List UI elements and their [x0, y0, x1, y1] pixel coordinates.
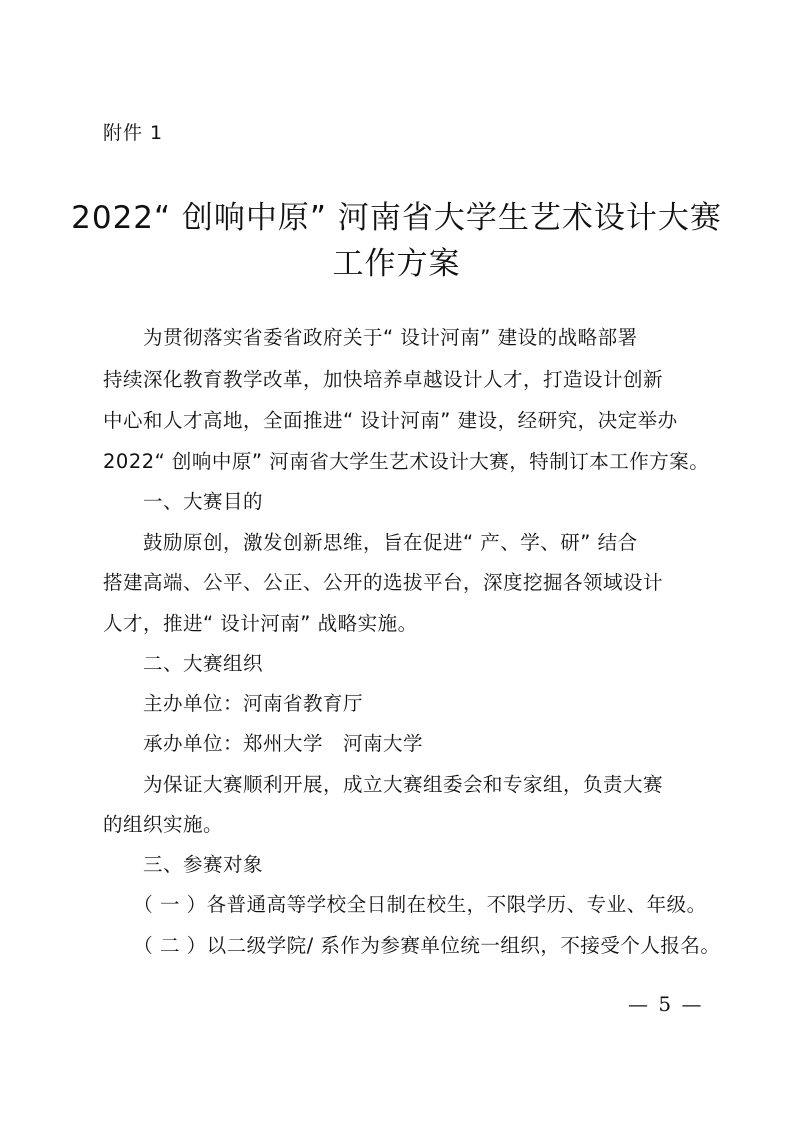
section-heading: 二、大赛组织: [103, 652, 264, 675]
body-line: 中心和人才高地，全面推进“ 设计河南” 建设，经研究，决定举办: [103, 409, 678, 432]
body-line: 主办单位：河南省教育厅: [103, 692, 364, 715]
body-line: （ 二 ）以二级学院/ 系作为参赛单位统一组织，不接受个人报名。: [103, 934, 721, 957]
document-title-line-2: 工作方案: [332, 246, 461, 282]
body-line: 鼓励原创，激发创新思维，旨在促进“ 产、学、研” 结合: [103, 531, 638, 554]
document-title-line-1: 2022“ 创响中原” 河南省大学生艺术设计大赛: [71, 200, 722, 236]
body-line: 为贯彻落实省委省政府关于“ 设计河南” 建设的战略部署: [103, 326, 638, 349]
page-number: — 5 —: [628, 992, 704, 1016]
body-line: 的组织实施。: [103, 813, 224, 836]
body-line: 承办单位：郑州大学 河南大学: [103, 732, 424, 755]
attachment-label: 附件 1: [103, 122, 164, 144]
section-heading: 一、大赛目的: [103, 490, 264, 513]
body-line: 持续深化教育教学改革，加快培养卓越设计人才，打造设计创新: [103, 368, 664, 391]
body-line: （ 一 ）各普通高等学校全日制在校生，不限学历、专业、年级。: [103, 893, 707, 916]
section-heading: 三、参赛对象: [103, 853, 264, 876]
body-line: 为保证大赛顺利开展，成立大赛组委会和专家组，负责大赛: [103, 773, 664, 796]
body-line: 搭建高端、公平、公正、公开的选拔平台，深度挖掘各领域设计: [103, 571, 664, 594]
body-line: 人才，推进“ 设计河南” 战略实施。: [103, 612, 418, 635]
body-line: 2022“ 创响中原” 河南省大学生艺术设计大赛，特制订本工作方案。: [103, 450, 710, 473]
